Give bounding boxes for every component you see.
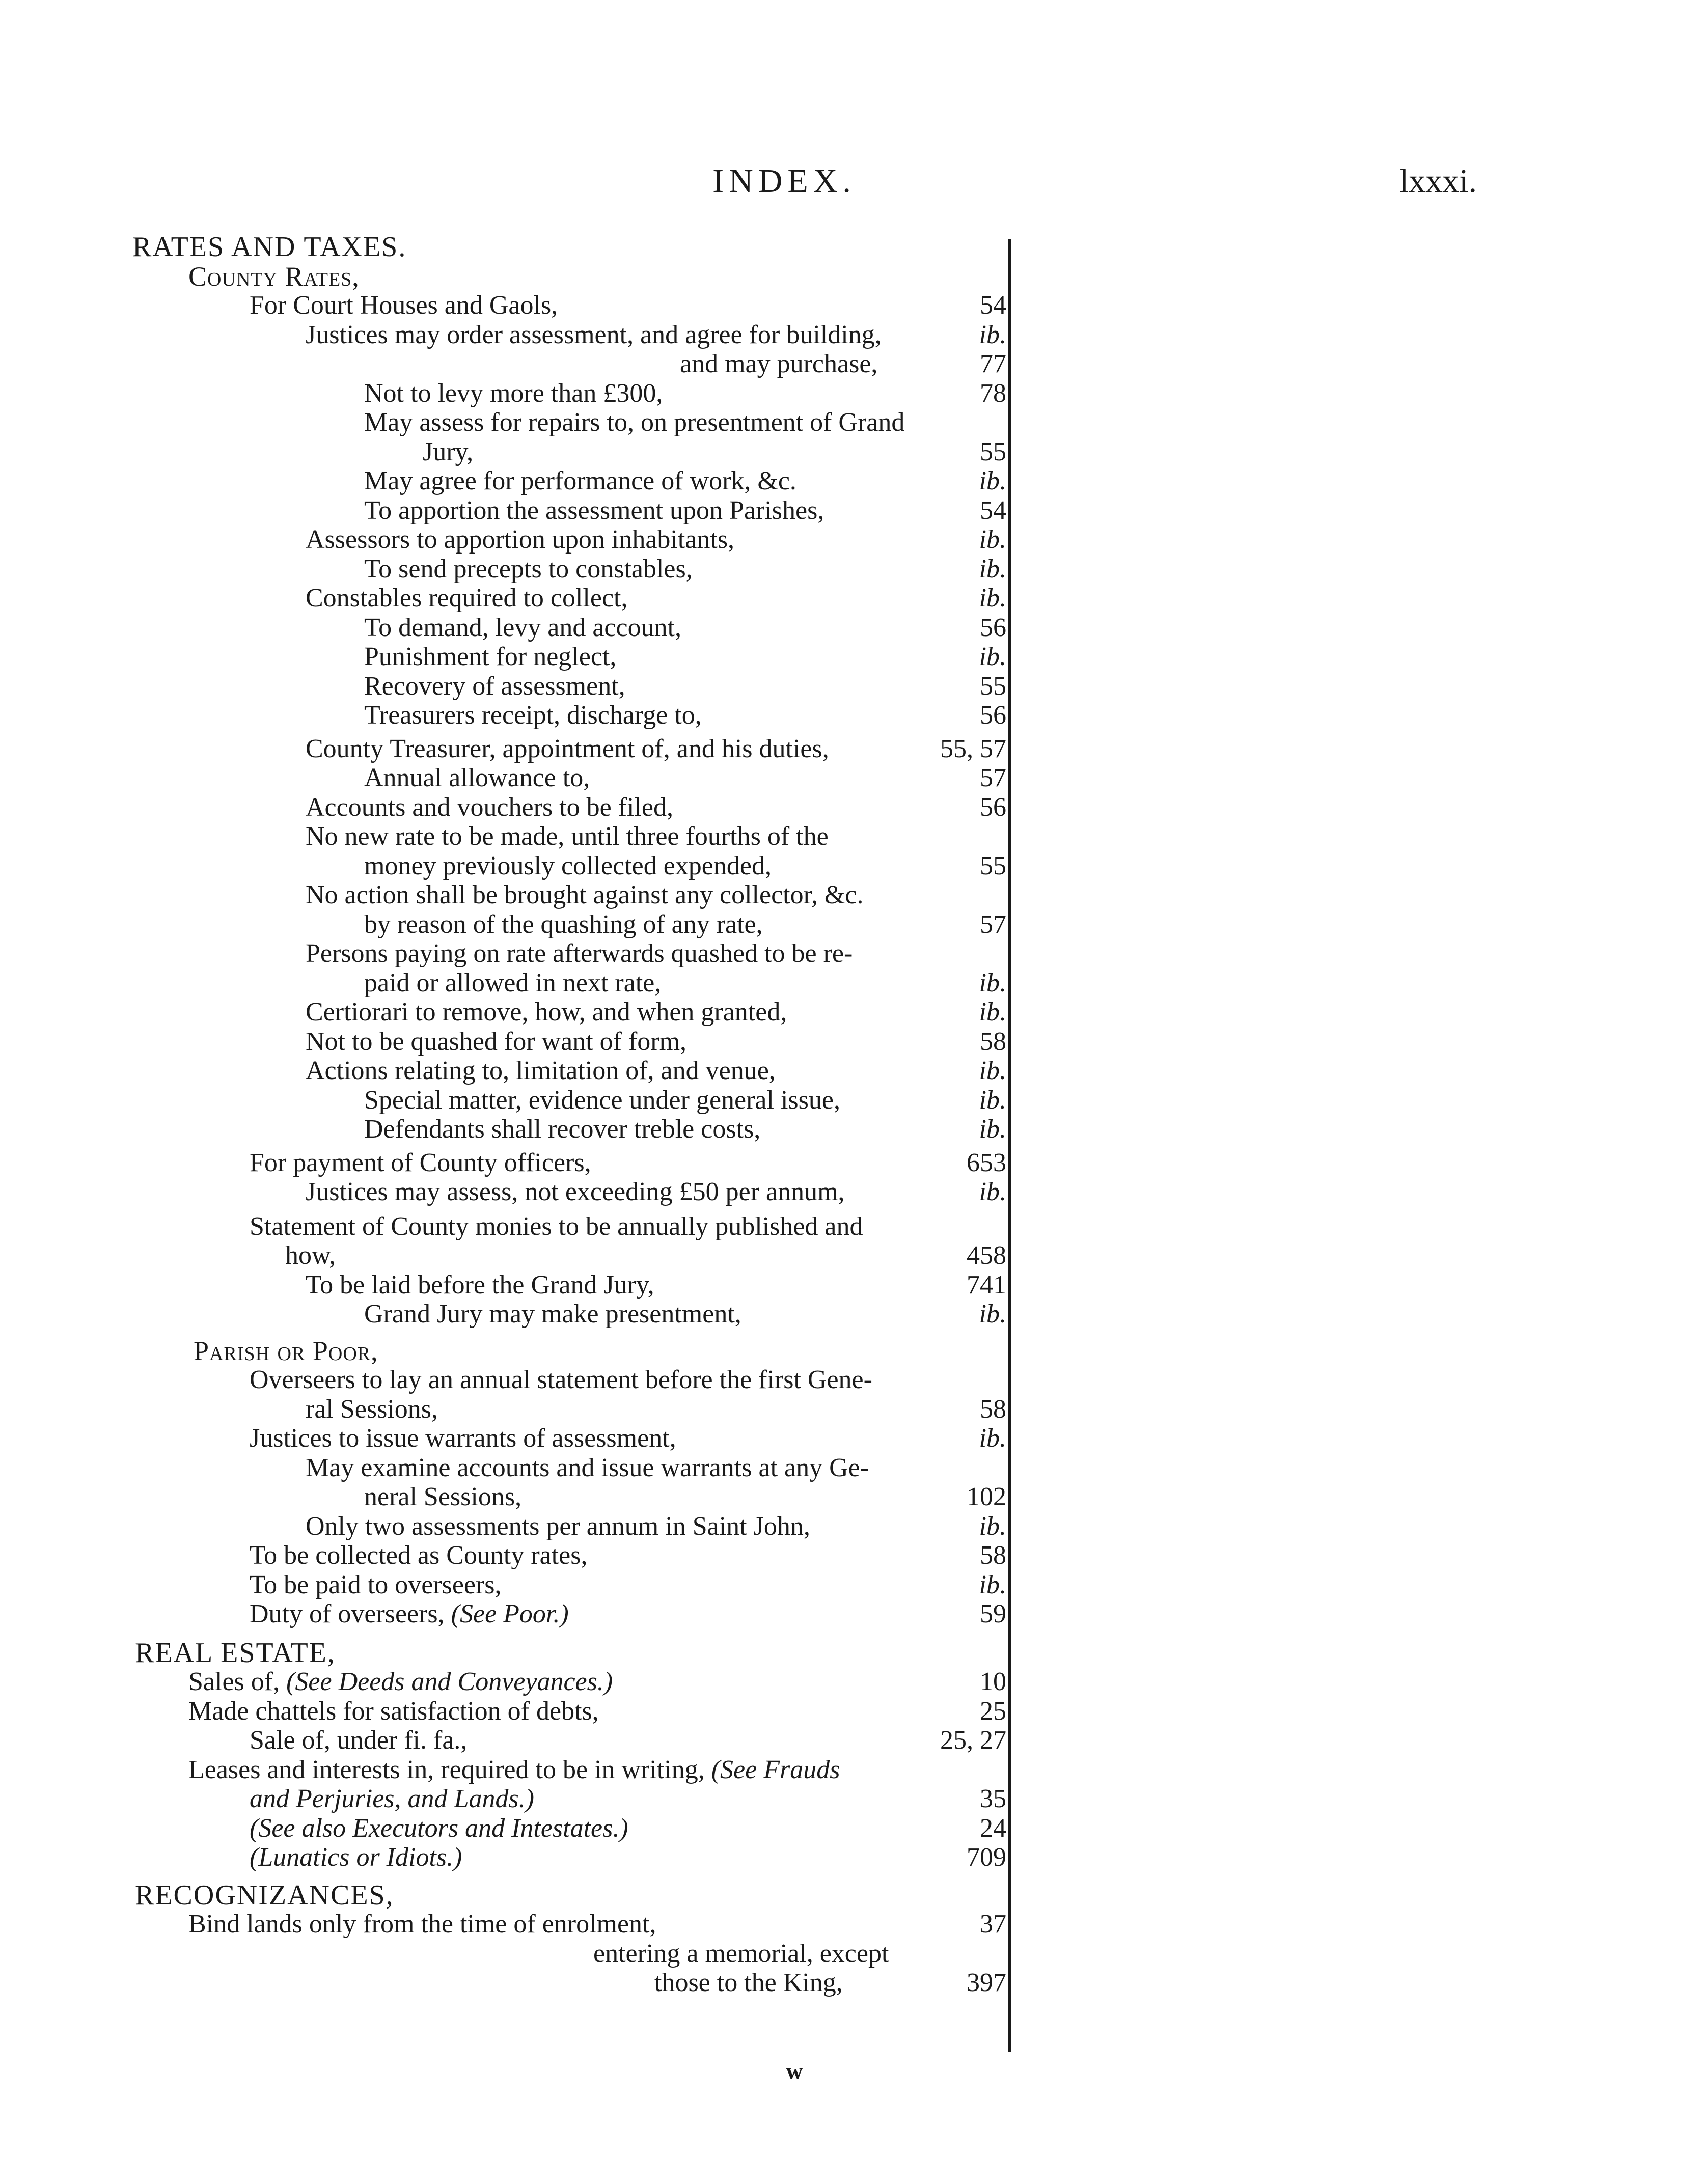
index-entry — [0, 378, 1704, 409]
entry-label: ral Sessions, — [306, 1395, 438, 1424]
page-reference: 709 — [967, 1843, 1006, 1872]
entry-text — [306, 821, 829, 852]
entry-label: Justices may order assessment, and agree for building, — [306, 320, 882, 349]
entry-text — [364, 407, 904, 438]
entry-label: Not to levy more than £300, — [364, 379, 663, 408]
page-number: lxxxi. — [1399, 162, 1477, 200]
entry-label: To be laid before the Grand Jury, — [306, 1270, 654, 1300]
entry-text — [132, 232, 406, 262]
entry-text — [306, 1177, 845, 1207]
entry-label: Sale of, under fi. fa., — [250, 1726, 468, 1755]
entry-text — [306, 734, 829, 764]
entry-text — [250, 1148, 591, 1178]
entry-label: Treasurers receipt, discharge to, — [364, 701, 702, 730]
index-entry — [0, 407, 1704, 438]
page-reference: 37 — [980, 1910, 1006, 1939]
entry-text — [250, 1725, 467, 1756]
index-entry — [0, 1336, 1704, 1366]
index-entry — [0, 851, 1704, 881]
entry-text — [364, 495, 824, 526]
page-reference: ib. — [979, 584, 1006, 613]
index-entry — [0, 1482, 1704, 1512]
cross-reference: (See Frauds — [704, 1755, 840, 1784]
entry-text — [135, 1880, 394, 1911]
entry-label: May assess for repairs to, on presentment of Grand — [364, 408, 905, 437]
entry-label: To demand, levy and account, — [364, 613, 682, 642]
entry-label: Bind lands only from the time of enrolment, — [188, 1910, 656, 1939]
entry-text — [135, 1638, 336, 1668]
entry-label: Not to be quashed for want of form, — [306, 1027, 687, 1056]
page-reference: 56 — [980, 613, 1006, 642]
entry-text — [306, 938, 853, 969]
page-reference: 10 — [980, 1667, 1006, 1696]
entry-text — [250, 1842, 462, 1873]
page-reference: 58 — [980, 1395, 1006, 1424]
page-reference: 35 — [980, 1784, 1006, 1813]
entry-label: Grand Jury may make presentment, — [364, 1300, 741, 1329]
entry-label: neral Sessions, — [364, 1482, 522, 1511]
page-reference: 55 — [980, 851, 1006, 880]
page-reference: 55 — [980, 437, 1006, 466]
page-reference: 57 — [980, 763, 1006, 792]
page-reference: 653 — [967, 1148, 1006, 1177]
page-reference: 56 — [980, 701, 1006, 730]
entry-text — [364, 466, 796, 496]
page-reference: ib. — [979, 525, 1006, 554]
page-reference: ib. — [979, 1300, 1006, 1329]
index-entry — [0, 938, 1704, 969]
entry-text — [364, 1085, 840, 1116]
index-entry — [0, 1027, 1704, 1057]
index-entry — [0, 700, 1704, 731]
entry-text — [364, 1482, 521, 1512]
entry-label: by reason of the quashing of any rate, — [364, 910, 763, 939]
index-entry — [0, 1240, 1704, 1271]
entry-text — [364, 968, 661, 999]
entry-text — [250, 1540, 587, 1571]
entry-text — [285, 1240, 336, 1271]
index-entry — [0, 1085, 1704, 1116]
entry-text — [364, 700, 702, 731]
entry-label: Constables required to collect, — [306, 584, 628, 613]
cross-reference: (See Deeds and Conveyances.) — [280, 1667, 613, 1696]
entry-label: Statement of County monies to be annually published and — [250, 1212, 863, 1241]
page-reference: ib. — [979, 1512, 1006, 1541]
entry-text — [306, 524, 734, 555]
index-entry — [0, 1177, 1704, 1207]
entry-label: County Treasurer, appointment of, and his duties, — [306, 734, 829, 763]
index-entry — [0, 997, 1704, 1028]
page-reference: 458 — [967, 1241, 1006, 1270]
index-entry — [0, 1667, 1704, 1697]
entry-label: Parish or Poor, — [194, 1336, 378, 1366]
entry-label: Only two assessments per annum in Saint John, — [306, 1512, 810, 1541]
index-entry — [0, 1570, 1704, 1600]
entry-label: Accounts and vouchers to be filed, — [306, 793, 674, 822]
entry-text — [188, 1667, 613, 1697]
cross-reference: (See also Executors and Intestates.) — [250, 1814, 628, 1843]
entry-label: To send precepts to constables, — [364, 555, 693, 584]
entry-label: how, — [285, 1241, 336, 1270]
entry-label: Duty of overseers, — [250, 1599, 445, 1628]
page-reference: ib. — [979, 466, 1006, 495]
entry-text — [364, 851, 772, 881]
entry-label: Special matter, evidence under general issue, — [364, 1086, 840, 1115]
index-entry — [0, 1939, 1704, 1969]
page-reference: 59 — [980, 1599, 1006, 1628]
index-entry — [0, 1755, 1704, 1785]
page-reference: ib. — [979, 998, 1006, 1027]
entry-text — [188, 1755, 840, 1785]
index-entry — [0, 554, 1704, 585]
page-reference: ib. — [979, 555, 1006, 584]
index-entry — [0, 1114, 1704, 1145]
entry-text — [364, 671, 625, 702]
entry-text — [306, 792, 673, 823]
entry-text — [188, 1696, 599, 1727]
index-entry — [0, 583, 1704, 614]
index-entry — [0, 349, 1704, 379]
entry-label: To be collected as County rates, — [250, 1541, 588, 1570]
entry-text — [306, 1453, 869, 1483]
index-entry — [0, 1299, 1704, 1330]
index-entry — [0, 880, 1704, 910]
index-entry — [0, 1056, 1704, 1086]
page-reference: 77 — [980, 349, 1006, 378]
index-entry — [0, 642, 1704, 672]
entry-text — [188, 1909, 656, 1940]
entry-text — [364, 1114, 760, 1145]
page-reference: ib. — [979, 1115, 1006, 1144]
entry-text — [364, 554, 693, 585]
entry-label: Jury, — [423, 437, 474, 466]
entry-label: County Rates, — [188, 261, 360, 292]
index-entry — [0, 734, 1704, 764]
entry-label: Annual allowance to, — [364, 763, 590, 792]
index-entry — [0, 1599, 1704, 1629]
entry-label: Persons paying on rate afterwards quashed to be re- — [306, 939, 853, 968]
page-reference: ib. — [979, 1056, 1006, 1085]
index-entry — [0, 671, 1704, 702]
entry-text — [250, 1570, 502, 1600]
entry-label: Sales of, — [188, 1667, 280, 1696]
entry-text — [250, 1599, 569, 1629]
page-reference: 78 — [980, 379, 1006, 408]
entry-label: REAL ESTATE, — [135, 1637, 336, 1669]
entry-label: Justices may assess, not exceeding £50 per annum, — [306, 1177, 845, 1206]
entry-text — [364, 909, 763, 940]
entry-text — [250, 290, 558, 321]
cross-reference: (Lunatics or Idiots.) — [250, 1843, 462, 1872]
entry-text — [680, 349, 877, 379]
entry-text — [306, 583, 627, 614]
entry-text — [593, 1939, 889, 1969]
index-entry — [0, 1211, 1704, 1242]
index-entry — [0, 437, 1704, 467]
page-reference: 54 — [980, 291, 1006, 320]
page-reference: 57 — [980, 910, 1006, 939]
page-reference: 58 — [980, 1541, 1006, 1570]
page-reference: 55 — [980, 672, 1006, 701]
page-reference: 25 — [980, 1697, 1006, 1726]
page-reference: 58 — [980, 1027, 1006, 1056]
page-reference: 397 — [967, 1968, 1006, 1997]
entry-text — [194, 1336, 378, 1366]
entry-text — [306, 880, 863, 910]
page-reference: 24 — [980, 1814, 1006, 1843]
index-entry — [0, 1784, 1704, 1814]
index-entry — [0, 763, 1704, 793]
entry-text — [306, 1394, 438, 1425]
entry-label: To apportion the assessment upon Parishes, — [364, 496, 824, 525]
entry-label: Justices to issue warrants of assessment, — [250, 1424, 676, 1453]
entry-text — [306, 1511, 810, 1542]
entry-label: Made chattels for satisfaction of debts, — [188, 1697, 599, 1726]
entry-text — [654, 1968, 843, 1998]
entry-label: Overseers to lay an annual statement before the first Gene- — [250, 1365, 872, 1394]
entry-label: Leases and interests in, required to be in writing, — [188, 1755, 705, 1784]
entry-label: No action shall be brought against any collector, &c. — [306, 880, 864, 909]
index-entry — [0, 290, 1704, 321]
entry-label: For payment of County officers, — [250, 1148, 591, 1177]
entry-text — [364, 763, 590, 793]
entry-label: Recovery of assessment, — [364, 672, 625, 701]
entry-label: May agree for performance of work, &c. — [364, 466, 796, 495]
entry-label: To be paid to overseers, — [250, 1570, 502, 1599]
page-reference: 56 — [980, 793, 1006, 822]
signature-mark: w — [786, 2058, 803, 2084]
page-reference: ib. — [979, 1570, 1006, 1599]
entry-text — [250, 1423, 676, 1454]
entry-text — [250, 1784, 534, 1814]
entry-text — [188, 261, 360, 292]
index-entry — [0, 1696, 1704, 1727]
entry-label: paid or allowed in next rate, — [364, 969, 662, 998]
page-title: INDEX. — [712, 162, 856, 200]
page-reference: ib. — [979, 1177, 1006, 1206]
index-entry — [0, 1968, 1704, 1998]
page-reference: 102 — [967, 1482, 1006, 1511]
index-entry — [0, 1540, 1704, 1571]
index-entry — [0, 495, 1704, 526]
index-entry — [0, 1148, 1704, 1178]
index-entry — [0, 320, 1704, 350]
index-entry — [0, 466, 1704, 496]
page-reference: ib. — [979, 642, 1006, 671]
entry-text — [364, 378, 663, 409]
entry-label: Assessors to apportion upon inhabitants, — [306, 525, 735, 554]
index-entry — [0, 909, 1704, 940]
index-entry — [0, 1638, 1704, 1668]
entry-label: For Court Houses and Gaols, — [250, 291, 558, 320]
page-reference: 25, 27 — [940, 1726, 1006, 1755]
entry-text — [364, 642, 616, 672]
entry-label: RATES AND TAXES. — [132, 231, 407, 263]
index-entry — [0, 1880, 1704, 1911]
entry-text — [364, 1299, 741, 1330]
index-entry — [0, 968, 1704, 999]
entry-label: No new rate to be made, until three fourths of the — [306, 822, 829, 851]
page-reference: 55, 57 — [940, 734, 1006, 763]
page-reference: ib. — [979, 969, 1006, 998]
index-entry — [0, 524, 1704, 555]
entry-label: those to the King, — [654, 1968, 843, 1997]
entry-text — [364, 613, 681, 643]
index-entry — [0, 1453, 1704, 1483]
index-entry — [0, 1725, 1704, 1756]
page-reference: 54 — [980, 496, 1006, 525]
entry-label: entering a memorial, except — [593, 1939, 889, 1968]
entry-text — [423, 437, 473, 467]
index-entry — [0, 1842, 1704, 1873]
cross-reference: and Perjuries, and Lands.) — [250, 1784, 534, 1813]
entry-text — [306, 1027, 686, 1057]
entry-text — [250, 1813, 628, 1844]
entry-text — [250, 1365, 872, 1395]
entry-label: Certiorari to remove, how, and when granted, — [306, 998, 787, 1027]
index-entry — [0, 613, 1704, 643]
entry-text — [306, 1270, 654, 1301]
entry-label: money previously collected expended, — [364, 851, 772, 880]
index-entry — [0, 792, 1704, 823]
index-entry — [0, 1511, 1704, 1542]
page-reference: ib. — [979, 320, 1006, 349]
page-reference: 741 — [967, 1270, 1006, 1300]
entry-label: Actions relating to, limitation of, and venue, — [306, 1056, 776, 1085]
entry-text — [306, 997, 787, 1028]
entry-text — [250, 1211, 863, 1242]
page-reference: ib. — [979, 1086, 1006, 1115]
index-entry — [0, 232, 1704, 262]
entry-label: Defendants shall recover treble costs, — [364, 1115, 761, 1144]
index-entry — [0, 1909, 1704, 1940]
entry-label: and may purchase, — [680, 349, 878, 378]
index-entry — [0, 1813, 1704, 1844]
entry-text — [306, 1056, 776, 1086]
index-entry — [0, 1365, 1704, 1395]
page-reference: ib. — [979, 1424, 1006, 1453]
index-entry — [0, 821, 1704, 852]
index-entry — [0, 1423, 1704, 1454]
entry-label: RECOGNIZANCES, — [135, 1879, 394, 1911]
entry-label: May examine accounts and issue warrants at any Ge- — [306, 1453, 869, 1482]
entry-label: Punishment for neglect, — [364, 642, 617, 671]
index-entry — [0, 1270, 1704, 1301]
cross-reference: (See Poor.) — [444, 1599, 569, 1628]
entry-text — [306, 320, 882, 350]
index-entry — [0, 261, 1704, 292]
index-entry — [0, 1394, 1704, 1425]
